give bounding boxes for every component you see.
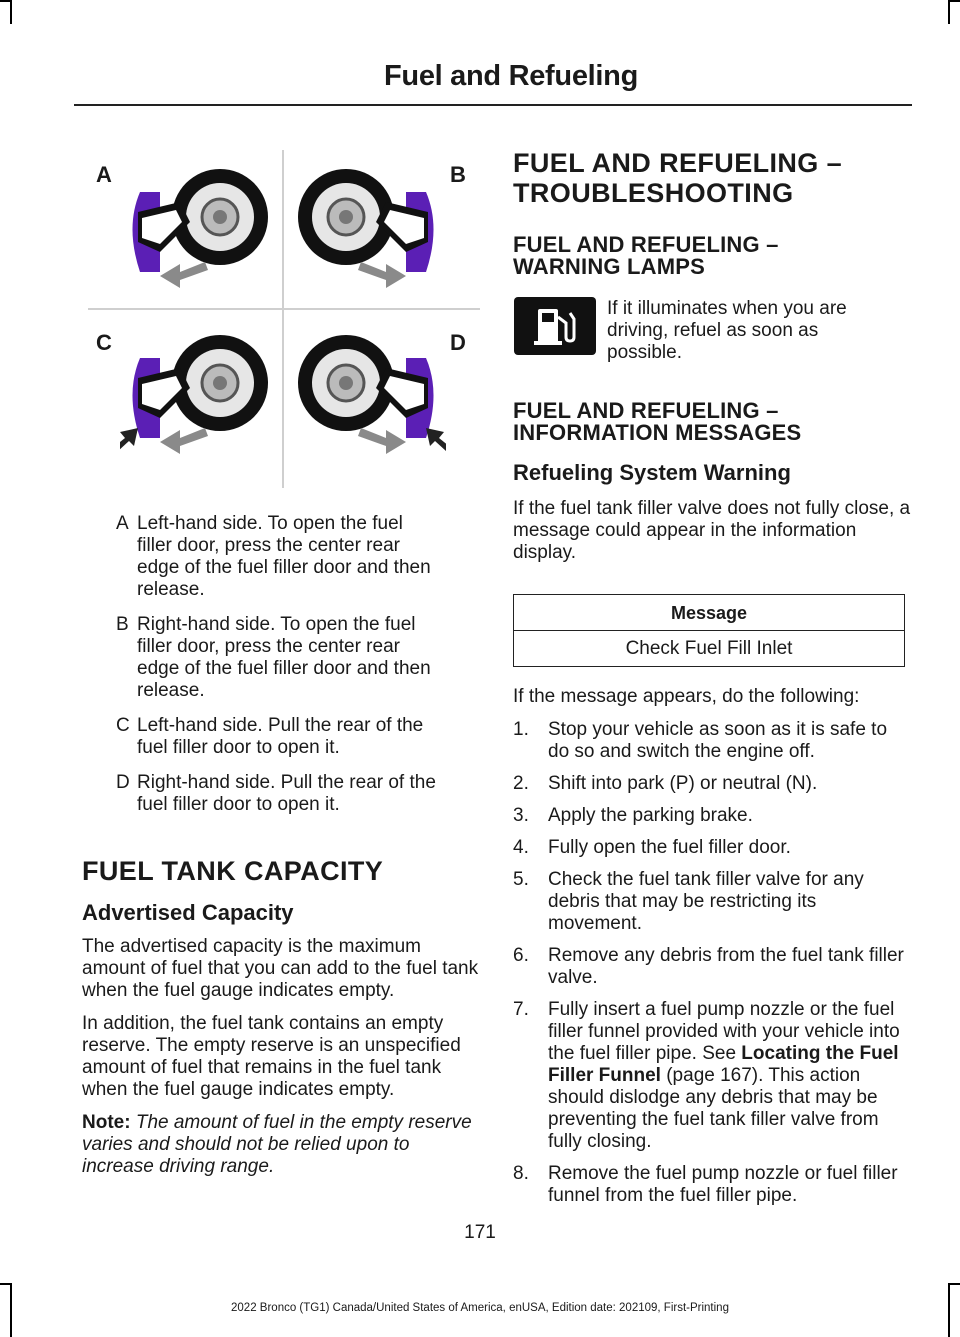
step-text: Apply the parking brake. <box>548 805 753 826</box>
step-text: Remove the fuel pump nozzle or fuel filler funnel from the fuel filler pipe. <box>548 1163 898 1206</box>
table-row <box>514 631 905 667</box>
subheading-refueling-system-warning: Refueling System Warning <box>513 460 791 485</box>
legend-item <box>82 614 482 702</box>
panel-label-a: A <box>96 162 112 187</box>
capacity-paragraph: The advertised capacity is the maximum amount of fuel that you can add to the fuel tank when the fuel gauge indicates empty. <box>82 936 479 1001</box>
steps-intro: If the message appears, do the following: <box>513 686 860 707</box>
list-item <box>513 837 913 859</box>
legend-item <box>82 772 482 816</box>
table-header: Message <box>514 595 905 631</box>
table-cell: Check Fuel Fill Inlet <box>625 637 793 659</box>
fuel-cap-image-a <box>120 162 270 297</box>
section-heading-fuel-tank-capacity: FUEL TANK CAPACITY <box>82 856 384 886</box>
step-number: 4. <box>513 837 529 858</box>
header-divider <box>74 104 912 106</box>
steps-list <box>513 719 913 1207</box>
list-item <box>513 999 913 1153</box>
fuel-filler-door-figure <box>84 150 482 490</box>
low-fuel-warning-lamp <box>514 297 596 355</box>
note <box>82 1112 482 1178</box>
legend-key: C <box>116 715 130 736</box>
panel-label-b: B <box>450 162 466 187</box>
legend-text: Right-hand side. Pull the rear of the fuel filler door to open it. <box>137 772 436 815</box>
step-text: Fully open the fuel filler door. <box>548 837 791 858</box>
panel-label-d: D <box>450 330 466 355</box>
list-item <box>513 1163 913 1207</box>
step-number: 6. <box>513 945 529 966</box>
list-item <box>513 719 913 763</box>
heading-line: INFORMATION MESSAGES <box>513 420 802 445</box>
fuel-pump-icon <box>514 297 596 355</box>
step-number: 3. <box>513 805 529 826</box>
heading-line: TROUBLESHOOTING <box>513 178 794 208</box>
step-number: 8. <box>513 1163 529 1184</box>
figure-legend <box>82 513 482 816</box>
right-column <box>513 148 913 278</box>
subheading-warning-lamps <box>513 234 913 278</box>
note-text: The amount of fuel in the empty reserve varies and should not be relied upon to increase driving range. <box>82 1112 472 1177</box>
legend-key: B <box>116 614 129 635</box>
left-column <box>82 513 482 1189</box>
fuel-cap-image-b <box>296 162 446 297</box>
footer-edition-info: 2022 Bronco (TG1) Canada/United States of America, enUSA, Edition date: 202109, First-Printing <box>231 1302 729 1314</box>
step-text: Remove any debris from the fuel tank filler valve. <box>548 945 904 988</box>
step-number: 7. <box>513 999 529 1020</box>
step-text: Check the fuel tank filler valve for any debris that may be restricting its movement. <box>548 869 864 934</box>
step-number: 2. <box>513 773 529 794</box>
heading-line: FUEL AND REFUELING – <box>513 148 843 178</box>
legend-item <box>82 513 482 601</box>
step-text <box>548 999 908 1153</box>
crop-mark <box>948 0 950 24</box>
fuel-cap-image-d <box>296 328 446 463</box>
legend-text: Left-hand side. Pull the rear of the fuel filler door to open it. <box>137 715 424 758</box>
list-item <box>513 869 913 935</box>
step-text-part: Fully insert a fuel pump nozzle or the fuel filler funnel provided with your vehicle into the fuel filler pipe. See <box>548 999 900 1064</box>
step-text: Stop your vehicle as soon as it is safe to do so and switch the engine off. <box>548 719 888 762</box>
list-item <box>513 805 913 827</box>
heading-line: WARNING LAMPS <box>513 254 706 279</box>
legend-text: Right-hand side. To open the fuel filler door, press the center rear edge of the fuel filler door and then release. <box>137 614 431 701</box>
step-text-part: (page 167). This action should dislodge any debris that may be preventing the fuel tank filler valve from fully closing. <box>548 1065 879 1152</box>
list-item <box>513 945 913 989</box>
step-text: Shift into park (P) or neutral (N). <box>548 773 818 794</box>
crop-mark <box>950 0 960 2</box>
legend-key: A <box>116 513 129 534</box>
crop-mark <box>10 0 12 24</box>
crop-mark <box>0 1283 12 1285</box>
section-heading-troubleshooting <box>513 148 913 208</box>
right-column-lower <box>513 400 913 1217</box>
subheading-information-messages <box>513 400 913 444</box>
step-number: 5. <box>513 869 529 890</box>
figure-divider-horizontal <box>88 308 480 310</box>
lamp-description: If it illuminates when you are driving, refuel as soon as possible. <box>607 298 847 363</box>
page-title: Fuel and Refueling <box>383 60 638 92</box>
heading-line: FUEL AND REFUELING – <box>513 398 779 423</box>
crop-mark <box>948 1283 960 1285</box>
panel-label-c: C <box>96 330 112 355</box>
legend-item <box>82 715 482 759</box>
list-item <box>513 773 913 795</box>
page-number: 171 <box>464 1222 496 1243</box>
cross-reference-link[interactable]: Locating the Fuel Filler Funnel <box>548 1043 899 1086</box>
warning-paragraph: If the fuel tank filler valve does not fully close, a message could appear in the information display. <box>513 498 911 563</box>
subheading-advertised-capacity: Advertised Capacity <box>82 900 294 925</box>
step-number: 1. <box>513 719 529 740</box>
note-label: Note: <box>82 1112 131 1133</box>
message-table <box>513 594 905 667</box>
legend-key: D <box>116 772 130 793</box>
crop-mark <box>0 0 10 2</box>
figure-divider-vertical <box>282 150 284 488</box>
legend-text: Left-hand side. To open the fuel filler door, press the center rear edge of the fuel filler door and then release. <box>137 513 431 600</box>
reserve-paragraph: In addition, the fuel tank contains an empty reserve. The empty reserve is an unspecified amount of fuel that remains in the fuel tank when the fuel gauge indicates empty. <box>82 1013 461 1100</box>
heading-line: FUEL AND REFUELING – <box>513 232 779 257</box>
fuel-cap-image-c <box>120 328 270 463</box>
